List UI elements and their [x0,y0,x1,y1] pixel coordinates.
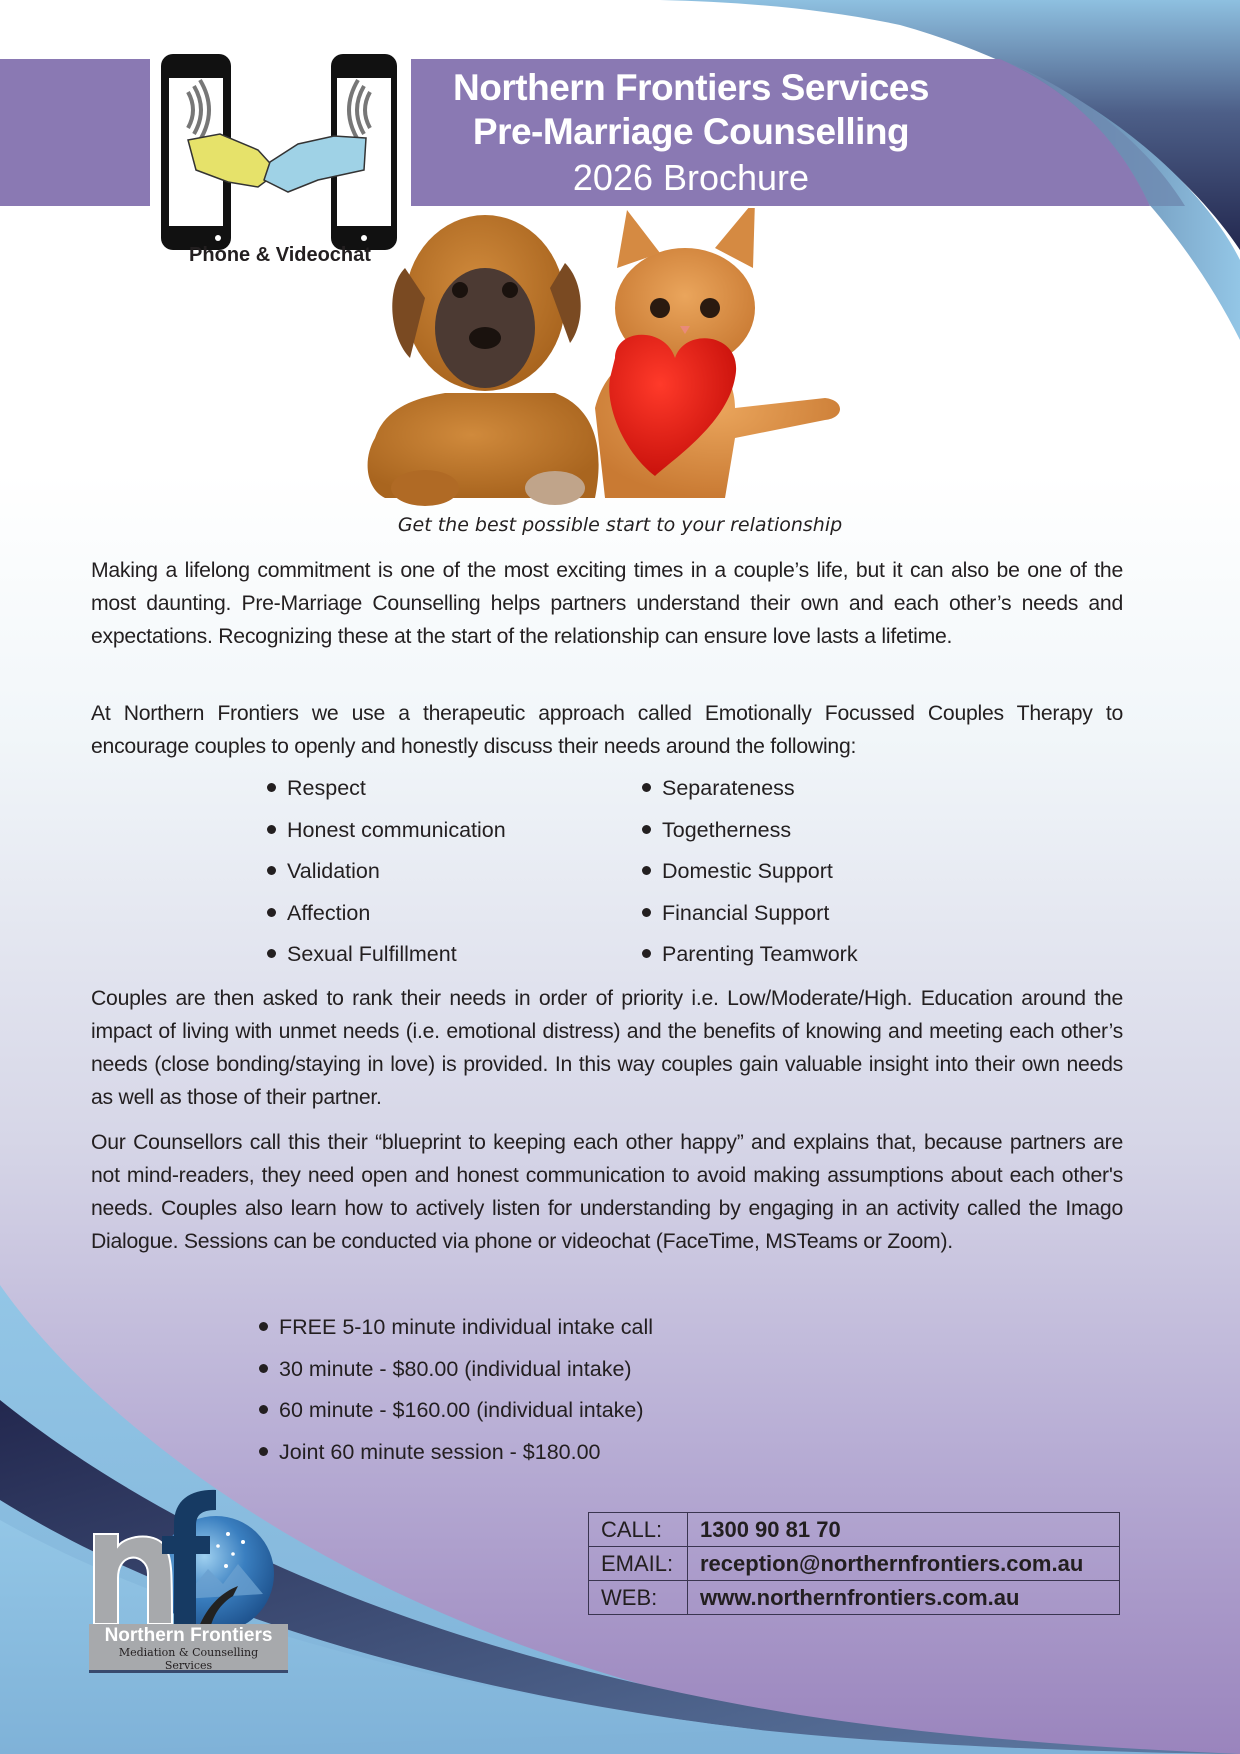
bullet-icon [259,1364,268,1373]
intro-paragraph: Making a lifelong commitment is one of the most exciting times in a couple’s life, but it can also be one of the most daunting. Pre-Marriage Counselling helps partners understand their own and each other’s needs and expectations. Recognizing these at the start of the relationship can ensure love lasts a lifetime. [91,559,1123,648]
bullet-icon [267,908,276,917]
bullet-icon [642,783,651,792]
list-item: Honest communication [267,810,506,852]
approach-paragraph: At Northern Frontiers we use a therapeutic approach called Emotionally Focussed Couples Therapy to encourage couples to openly and honestly discuss their needs around the following: [91,702,1123,758]
contact-row-email [589,1547,1120,1581]
bullet-icon [642,908,651,917]
phone-videochat-caption: Phone & Videochat [189,244,371,266]
website-link[interactable]: www.northernfrontiers.com.au [688,1581,1120,1615]
list-item: Separateness [642,768,858,810]
fee-item: FREE 5-10 minute individual intake call [259,1307,653,1349]
bullet-icon [267,783,276,792]
fee-item: 60 minute - $160.00 (individual intake) [259,1390,653,1432]
email-label: EMAIL: [589,1547,688,1581]
northern-frontiers-logo [88,1484,288,1629]
list-item: Sexual Fulfillment [267,934,506,976]
list-item: Financial Support [642,893,858,935]
fees-list [259,1307,653,1473]
needs-list-right [642,768,858,976]
list-item: Validation [267,851,506,893]
bullet-icon [267,825,276,834]
ranking-paragraph: Couples are then asked to rank their needs in order of priority i.e. Low/Moderate/High. Education around the impact of living with unmet needs (i.e. emotional distress) and the benefits of knowing and meeting each other’s needs (close bonding/staying in love) is provided. In this way couples gain valuable insight into their own needs as well as those of their partner. [91,987,1123,1109]
bullet-icon [259,1447,268,1456]
title-line-1: Northern Frontiers Services [453,67,929,108]
call-label: CALL: [589,1513,688,1547]
title-line-2: Pre-Marriage Counselling [472,111,910,152]
fee-item: Joint 60 minute session - $180.00 [259,1432,653,1474]
brochure-title [411,59,1201,206]
bullet-icon [267,949,276,958]
logo-subtitle-line-1: Mediation & Counselling [118,1646,259,1659]
email-link[interactable]: reception@northernfrontiers.com.au [688,1547,1120,1581]
bullet-icon [259,1322,268,1331]
bullet-icon [259,1405,268,1414]
title-line-3: 2026 Brochure [572,157,810,198]
hero-tagline: Get the best possible start to your relationship [397,514,843,536]
web-label: WEB: [589,1581,688,1615]
fee-item: 30 minute - $80.00 (individual intake) [259,1349,653,1391]
phone-number[interactable]: 1300 90 81 70 [688,1513,1120,1547]
bullet-icon [642,949,651,958]
list-item: Domestic Support [642,851,858,893]
list-item: Togetherness [642,810,858,852]
list-item: Respect [267,768,506,810]
contact-table [588,1512,1120,1615]
logo-text-box [89,1624,288,1673]
logo-subtitle-line-2: Services [164,1659,213,1672]
bullet-icon [642,866,651,875]
needs-list-left [267,768,506,976]
bullet-icon [267,866,276,875]
list-item: Affection [267,893,506,935]
bullet-icon [642,825,651,834]
list-item: Parenting Teamwork [642,934,858,976]
contact-row-call [589,1513,1120,1547]
logo-name: Northern Frontiers [104,1625,273,1646]
hero-image-puppy-kitten-heart [355,208,895,513]
contact-row-web [589,1581,1120,1615]
blueprint-paragraph: Our Counsellors call this their “blueprint to keeping each other happy” and explains that, because partners are not mind-readers, they need open and honest communication to avoid making assumptions about each other's needs. Couples also learn how to actively listen for understanding by engaging in an activity called the Imago Dialogue. Sessions can be conducted via phone or videochat (FaceTime, MSTeams or Zoom). [91,1131,1123,1253]
